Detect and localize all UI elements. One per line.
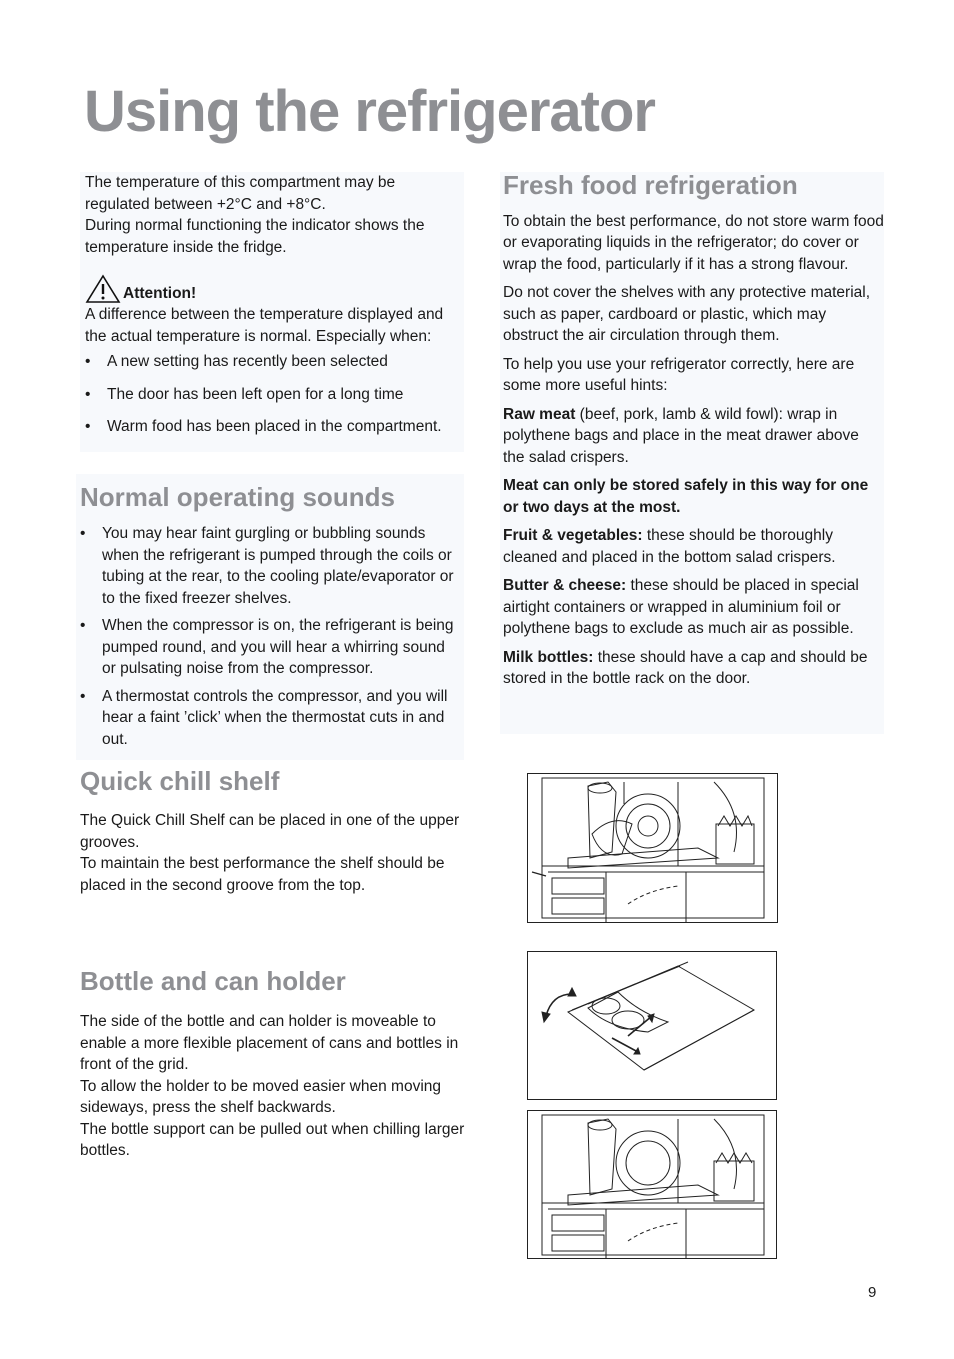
meat-warning-text: Meat can only be stored safely in this way for one or two days at the most. — [503, 477, 869, 516]
attention-heading — [85, 274, 464, 304]
quick-chill-heading: Quick chill shelf — [80, 766, 280, 796]
butter-hint — [503, 575, 884, 640]
attention-text: A difference between the temperature displayed and the actual temperature is normal. Especially when: — [85, 306, 444, 345]
temperature-panel — [80, 172, 464, 452]
quick-chill-illustration — [527, 773, 778, 923]
meat-warning — [503, 475, 884, 518]
quick-chill-paragraph-1: The Quick Chill Shelf can be placed in one of the upper grooves. — [80, 812, 460, 851]
intro-paragraph-2: During normal functioning the indicator shows the temperature inside the fridge. — [85, 217, 425, 256]
fresh-food-paragraph-3: To help you use your refrigerator correctly, here are some more useful hints: — [503, 355, 855, 394]
sounds-list — [80, 523, 460, 750]
fresh-food-heading: Fresh food refrigeration — [503, 170, 798, 200]
list-item: • A thermostat controls the compressor, and you will hear a faint ’click’ when the thermostat cuts in and out. — [80, 686, 460, 751]
bottle-holder-paragraph-1: The side of the bottle and can holder is moveable to enable a more flexible placement of cans and bottles in front of the grid. — [80, 1013, 459, 1073]
intro-paragraph-1: The temperature of this compartment may be regulated between +2°C and +8°C. — [85, 174, 396, 213]
bottle-holder-paragraph-2: To allow the holder to be moved easier when moving sideways, press the shelf backwards. — [80, 1077, 442, 1116]
bottle-holder-heading: Bottle and can holder — [80, 966, 346, 996]
sounds-heading: Normal operating sounds — [80, 482, 395, 512]
bottle-holder-paragraph-3: The bottle support can be pulled out when chilling larger bottles. — [80, 1120, 465, 1159]
fruit-text: these should be thoroughly cleaned and placed in the bottom salad crispers. — [503, 527, 836, 566]
milk-hint — [503, 647, 884, 690]
quick-chill-text — [80, 810, 460, 896]
bottle-holder-text — [80, 1011, 465, 1162]
list-item: • A new setting has recently been selected — [85, 351, 464, 373]
page-number: 9 — [868, 1284, 877, 1301]
fridge-interior-drawing — [528, 774, 777, 922]
butter-label: Butter & cheese: — [503, 577, 627, 594]
fresh-food-paragraph-1: To obtain the best performance, do not store warm food or evaporating liquids in the refrigerator; do cover or wrap the food, particularly if it has a strong flavour. — [503, 212, 884, 273]
list-item: • Warm food has been placed in the compartment. — [85, 416, 464, 438]
sounds-panel — [76, 474, 464, 760]
milk-label: Milk bottles: — [503, 648, 594, 666]
fresh-food-paragraph-2: Do not cover the shelves with any protective material, such as paper, cardboard or plastic, which may obstruct the air circulation through them. — [503, 284, 871, 344]
raw-meat-label: Raw meat — [503, 405, 576, 423]
butter-text: these should be placed in special airtight containers or wrapped in aluminium foil or polythene bags to exclude as much air as possible. — [503, 577, 859, 637]
milk-text: these should have a cap and should be stored in the bottle rack on the door. — [503, 648, 868, 687]
attention-list — [85, 351, 464, 438]
list-item: • The door has been left open for a long time — [85, 384, 464, 406]
raw-meat-text: (beef, pork, lamb & wild fowl): wrap in polythene bags and place in the meat drawer above the salad crispers. — [503, 405, 859, 466]
page-title: Using the refrigerator — [84, 79, 655, 144]
quick-chill-paragraph-2: To maintain the best performance the shelf should be placed in the second groove from the top. — [80, 855, 445, 894]
attention-label: Attention! — [123, 284, 197, 302]
shelf-drawing — [528, 952, 776, 1099]
list-item: • When the compressor is on, the refrigerant is being pumped round, and you will hear a whirring sound or pulsating noise from the compressor. — [80, 615, 460, 680]
fresh-food-panel — [500, 172, 884, 734]
raw-meat-hint — [503, 404, 884, 469]
fridge-interior-drawing-2 — [528, 1111, 776, 1258]
fruit-hint — [503, 525, 884, 568]
bottle-holder-illustration — [527, 951, 777, 1100]
warning-triangle-icon — [85, 274, 121, 304]
fruit-label: Fruit & vegetables: — [503, 527, 643, 544]
bottle-holder-fridge-illustration — [527, 1110, 777, 1259]
list-item: • You may hear faint gurgling or bubbling sounds when the refrigerant is pumped through the coils or tubing at the rear, to the cooling plate/evaporator or to the fixed freezer shelves. — [80, 523, 460, 609]
